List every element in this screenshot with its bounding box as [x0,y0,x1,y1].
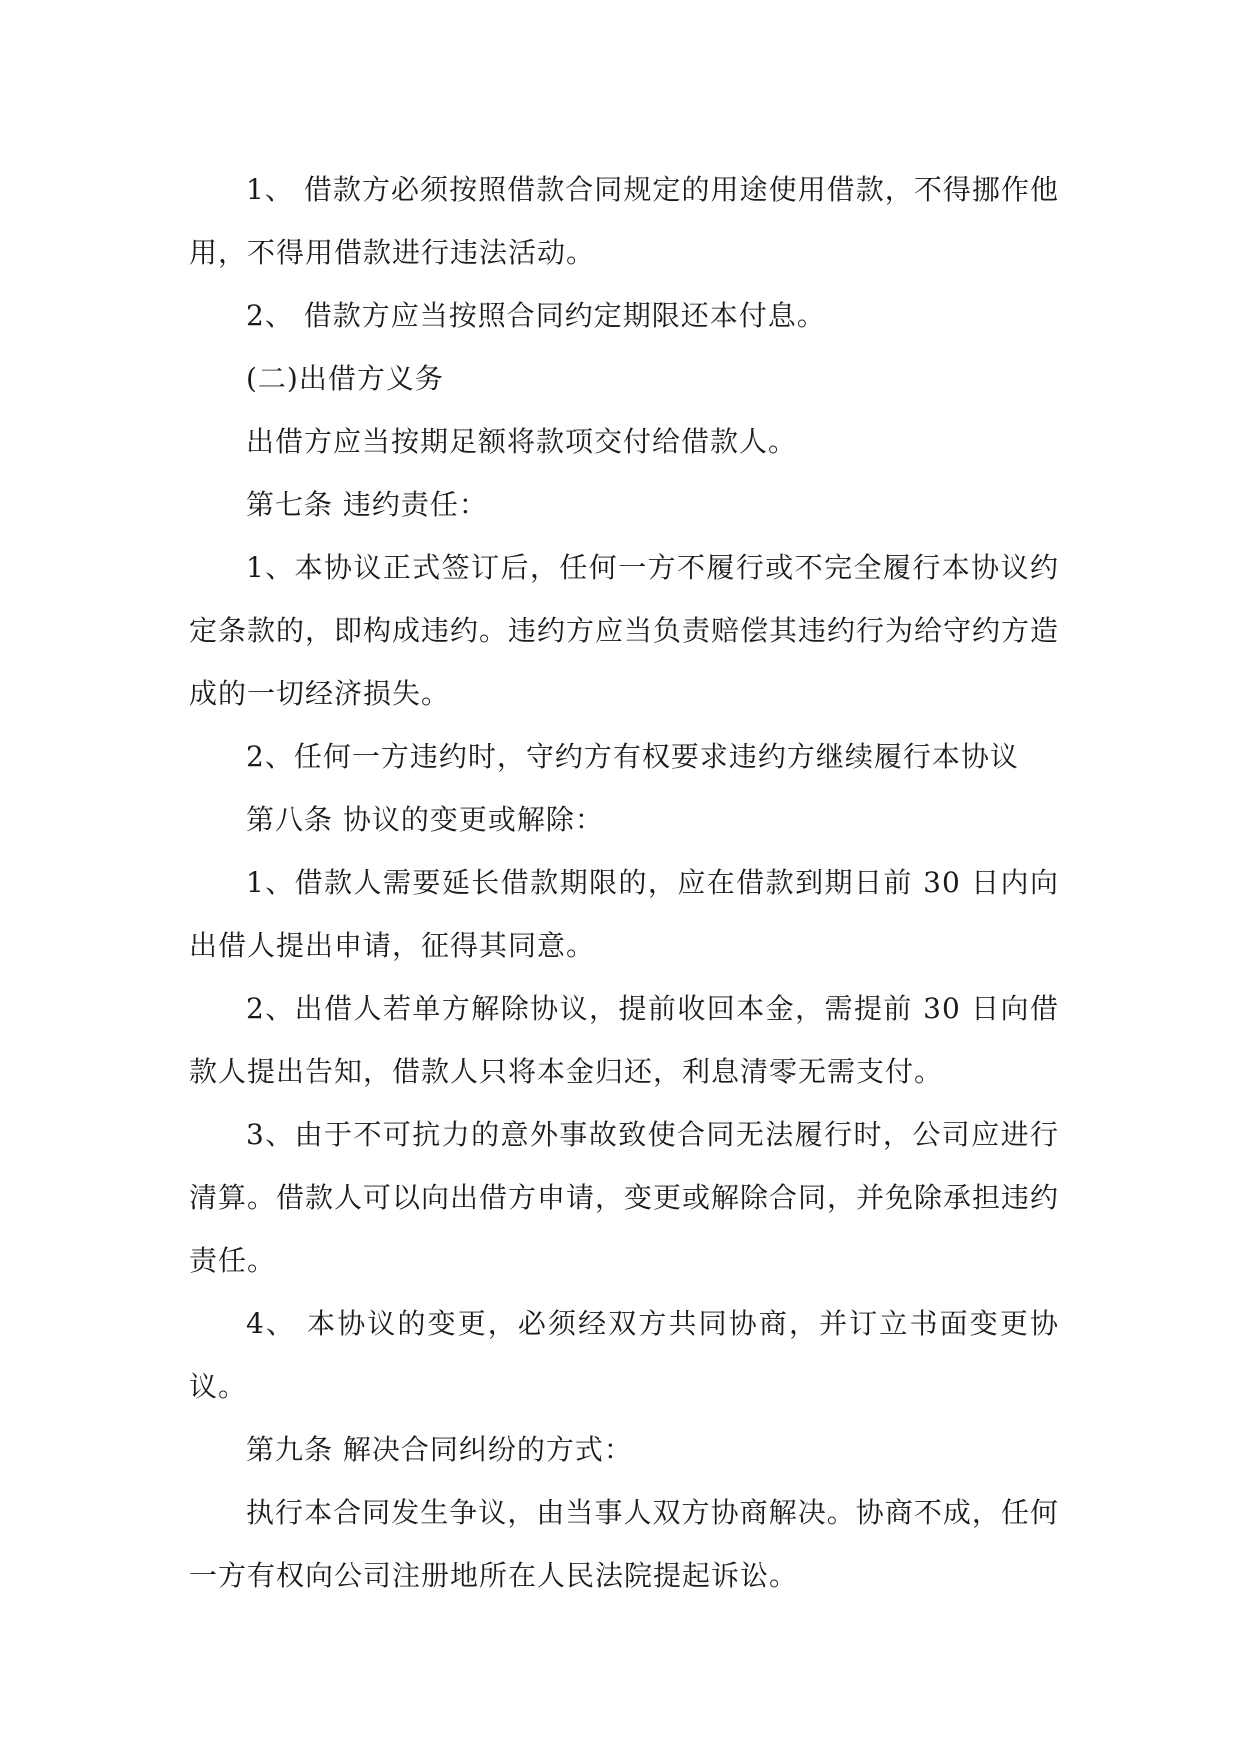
article-8-heading: 第八条 协议的变更或解除： [246,803,604,836]
borrower-obligation-2: 2、 借款方应当按照合同约定期限还本付息。 [246,299,826,332]
article-7-heading: 第七条 违约责任： [246,488,488,521]
borrower-obligation-1: 1、 借款方必须按照借款合同规定的用途使用借款，不得挪作他用，不得用借款进行违法活动。 [189,173,1059,269]
article-7-clause-1: 1、本协议正式签订后，任何一方不履行或不完全履行本协议约定条款的，即构成违约。违约方应当负责赔偿其违约行为给守约方造成的一切经济损失。 [189,551,1060,710]
article-9-heading: 第九条 解决合同纠纷的方式： [246,1433,633,1466]
document-body [189,158,1059,1607]
article-8-clause-1: 1、借款人需要延长借款期限的，应在借款到期日前 30 日内向出借人提出申请，征得其同意。 [189,866,1059,962]
article-8-clause-2: 2、出借人若单方解除协议，提前收回本金，需提前 30 日向借款人提出告知，借款人只将本金归还，利息清零无需支付。 [189,992,1059,1088]
lender-obligation-text: 出借方应当按期足额将款项交付给借款人。 [246,425,798,458]
article-8-clause-3: 3、由于不可抗力的意外事故致使合同无法履行时，公司应进行清算。借款人可以向出借方申请，变更或解除合同，并免除承担违约责任。 [189,1118,1060,1277]
article-9-text: 执行本合同发生争议，由当事人双方协商解决。协商不成，任何一方有权向公司注册地所在人民法院提起诉讼。 [189,1496,1059,1592]
lender-obligations-heading: (二)出借方义务 [246,362,444,395]
article-7-clause-2: 2、任何一方违约时，守约方有权要求违约方继续履行本协议 [246,740,1019,773]
article-8-clause-4: 4、 本协议的变更，必须经双方共同协商，并订立书面变更协议。 [189,1307,1059,1403]
